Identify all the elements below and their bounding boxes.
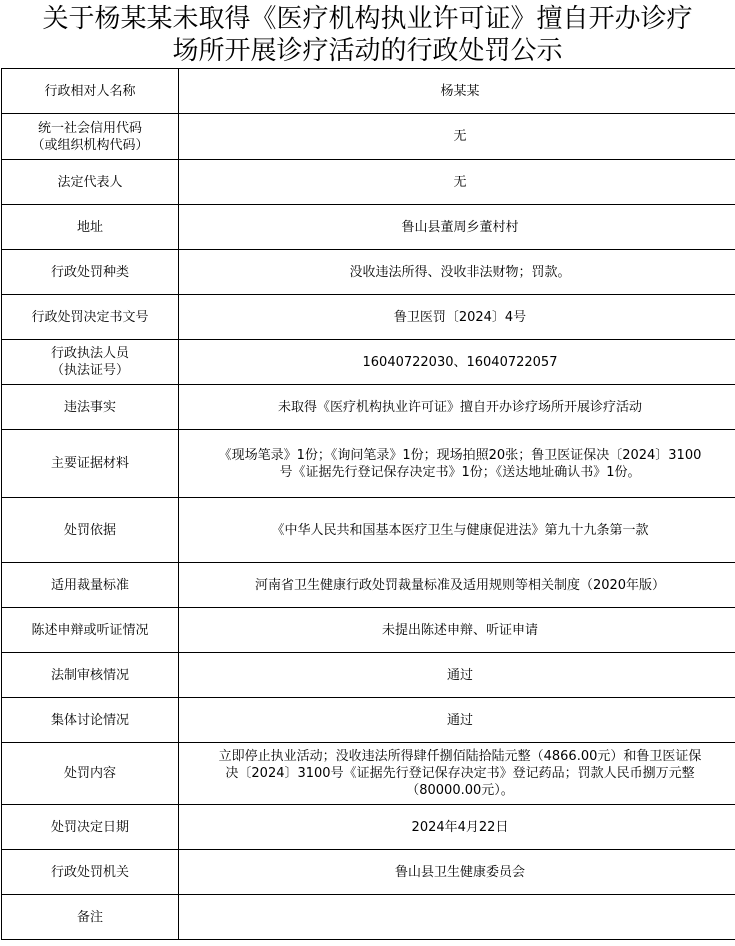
row-value-line: 立即停止执业活动；没收违法所得肆仟捌佰陆拾陆元整（4866.00元）和鲁卫医证保 (218, 749, 702, 764)
table-row (2, 698, 735, 743)
row-value (179, 653, 735, 698)
table-row (2, 430, 735, 498)
row-value (179, 295, 735, 340)
row-value-line: 河南省卫生健康行政处罚裁量标准及适用规则等相关制度（2020年版） (254, 577, 666, 593)
row-label (2, 743, 179, 805)
row-label (2, 805, 179, 850)
row-value (179, 563, 735, 608)
row-value-line: 号《证据先行登记保存决定书》1份；《送达地址确认书》1份。 (279, 464, 641, 480)
table-row (2, 205, 735, 250)
row-label-line: 行政处罚种类 (50, 264, 129, 280)
row-label-line: 行政处罚机关 (50, 864, 129, 880)
row-value (179, 250, 735, 295)
row-label (2, 608, 179, 653)
row-label-line: 法制审核情况 (50, 667, 129, 683)
row-value-line: 《中华人民共和国基本医疗卫生与健康促进法》第九十九条第一款 (271, 522, 649, 538)
table-row (2, 608, 735, 653)
row-label (2, 498, 179, 563)
row-value (179, 385, 735, 430)
row-value-line: 鲁山县卫生健康委员会 (394, 864, 525, 880)
row-value-line: 通过 (446, 667, 473, 683)
row-label (2, 250, 179, 295)
row-label-line: 统一社会信用代码 (37, 120, 142, 136)
row-label (2, 430, 179, 498)
row-value-line: 《现场笔录》1份；《询问笔录》1份；现场拍照20张；鲁卫医证保决〔2024〕3100 (218, 447, 702, 463)
row-label (2, 340, 179, 385)
row-label (2, 698, 179, 743)
row-label-line: 备注 (76, 909, 103, 925)
row-value (179, 608, 735, 653)
table-row (2, 69, 735, 114)
table-row (2, 385, 735, 430)
row-label-line: 主要证据材料 (50, 456, 129, 471)
table-row (2, 743, 735, 805)
row-value-line: 决〔2024〕3100号《证据先行登记保存决定书》登记药品；罚款人民币捌万元整 (225, 766, 695, 781)
row-value-line: 2024年4月22日 (411, 819, 509, 835)
page-title-line-1: 关于杨某某未取得《医疗机构执业许可证》擅自开办诊疗 (42, 4, 693, 34)
table-row (2, 653, 735, 698)
row-label (2, 850, 179, 895)
table-row (2, 498, 735, 563)
row-value (179, 895, 735, 940)
row-value (179, 698, 735, 743)
row-label (2, 205, 179, 250)
row-label (2, 653, 179, 698)
row-value (179, 850, 735, 895)
row-value-line: 无 (453, 129, 467, 144)
row-value (179, 430, 735, 498)
row-value (179, 205, 735, 250)
row-label-line: 处罚决定日期 (50, 819, 129, 835)
row-label-line: 适用裁量标准 (50, 577, 129, 593)
row-label (2, 69, 179, 114)
row-value-line: 鲁山县董周乡董村村 (401, 219, 519, 235)
row-label-line: 集体讨论情况 (50, 712, 129, 728)
row-value-line: 无 (453, 174, 467, 190)
row-label-line: 法定代表人 (57, 174, 123, 190)
row-label (2, 160, 179, 205)
table-row (2, 895, 735, 940)
row-value (179, 498, 735, 563)
table-row (2, 295, 735, 340)
row-value-line: （80000.00元）。 (406, 783, 514, 798)
row-value (179, 160, 735, 205)
table-row (2, 850, 735, 895)
row-label-line: 处罚内容 (63, 766, 116, 781)
page-title (0, 0, 735, 68)
row-value-line: 鲁卫医罚〔2024〕4号 (393, 309, 527, 325)
row-label-line: （执法证号） (50, 363, 129, 378)
row-value (179, 114, 735, 160)
page-title-line-2: 场所开展诊疗活动的行政处罚公示 (172, 36, 563, 66)
table-row (2, 250, 735, 295)
row-value-line: 通过 (446, 712, 473, 728)
table-row (2, 805, 735, 850)
row-value (179, 743, 735, 805)
row-label-line: 违法事实 (63, 399, 116, 415)
row-value-line: 16040722030、16040722057 (362, 354, 558, 370)
row-label-line: 处罚依据 (63, 522, 116, 538)
table-row (2, 160, 735, 205)
row-value-line: 没收违法所得、没收非法财物；罚款。 (349, 264, 571, 280)
row-label-line: 行政处罚决定书文号 (31, 309, 149, 325)
row-value-line: 未提出陈述申辩、听证申请 (381, 622, 538, 638)
row-label (2, 895, 179, 940)
row-label (2, 114, 179, 160)
row-label-line: 行政执法人员 (50, 346, 129, 361)
table-row (2, 563, 735, 608)
row-value (179, 69, 735, 114)
row-label (2, 563, 179, 608)
row-value (179, 805, 735, 850)
penalty-table (1, 68, 735, 940)
row-value-line: 未取得《医疗机构执业许可证》擅自开办诊疗场所开展诊疗活动 (277, 399, 642, 415)
row-label-line: 地址 (76, 219, 103, 235)
row-label-line: （或组织机构代码） (31, 137, 149, 153)
row-value (179, 340, 735, 385)
row-value-line: 杨某某 (440, 83, 480, 99)
table-row (2, 114, 735, 160)
row-label-line: 行政相对人名称 (44, 83, 136, 99)
table-row (2, 340, 735, 385)
row-label (2, 295, 179, 340)
row-label-line: 陈述申辩或听证情况 (31, 622, 149, 638)
row-label (2, 385, 179, 430)
